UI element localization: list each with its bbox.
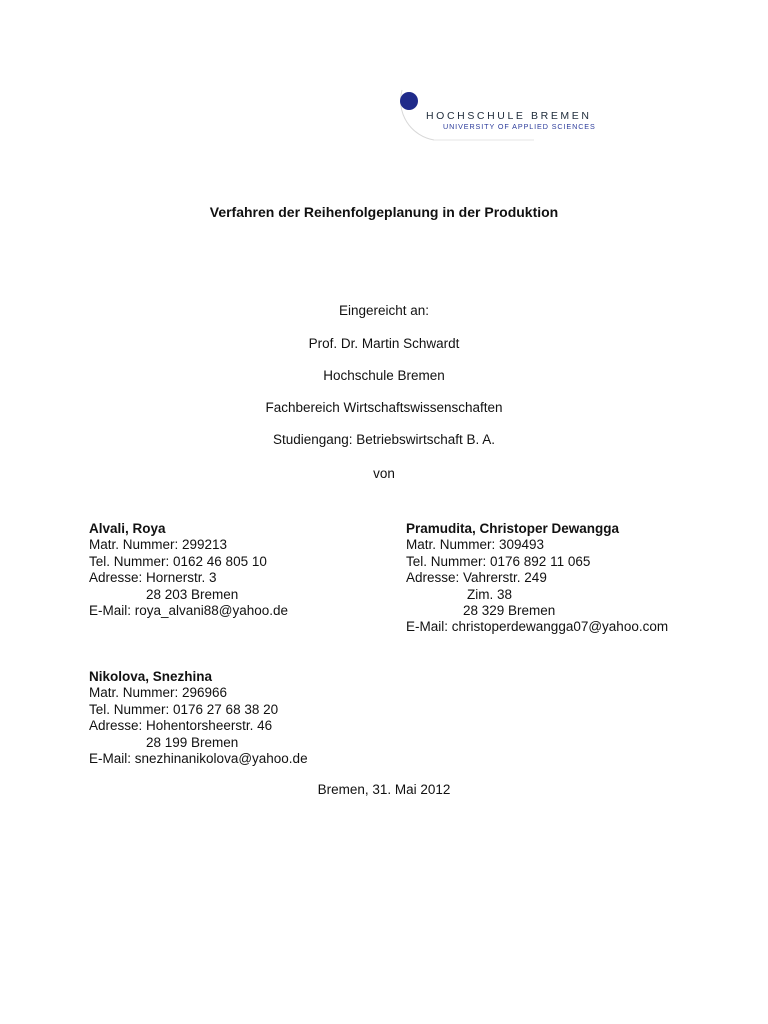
document-title: Verfahren der Reihenfolgeplanung in der Produktion — [209, 204, 559, 220]
author-email: E-Mail: roya_alvani88@yahoo.de — [89, 603, 289, 619]
author-city: 28 329 Bremen — [463, 603, 556, 619]
university-name: Hochschule Bremen — [323, 368, 445, 383]
author-block-1 — [89, 521, 288, 619]
author-tel: Tel. Nummer: 0162 46 805 10 — [89, 553, 267, 569]
author-name: Alvali, Roya — [89, 521, 166, 536]
author-matr: Matr. Nummer: 309493 — [406, 537, 545, 553]
author-name: Pramudita, Christoper Dewangga — [406, 521, 620, 536]
author-block-3 — [89, 669, 308, 767]
author-name: Nikolova, Snezhina — [89, 669, 213, 684]
university-logo — [394, 84, 626, 144]
logo-subtitle: UNIVERSITY OF APPLIED SCIENCES — [443, 122, 596, 131]
document-date: Bremen, 31. Mai 2012 — [317, 782, 451, 797]
author-city: 28 199 Bremen — [146, 734, 239, 750]
submitted-to-label: Eingereicht an: — [338, 303, 430, 318]
author-tel: Tel. Nummer: 0176 27 68 38 20 — [89, 701, 279, 717]
program-name: Studiengang: Betriebswirtschaft B. A. — [272, 432, 496, 447]
author-address: Adresse: Hornerstr. 3 — [89, 570, 217, 586]
author-address: Adresse: Vahrerstr. 249 — [406, 570, 547, 586]
author-matr: Matr. Nummer: 299213 — [89, 537, 228, 553]
author-city: 28 203 Bremen — [146, 586, 239, 602]
author-email: E-Mail: christoperdewangga07@yahoo.com — [406, 619, 669, 635]
author-address: Adresse: Hohentorsheerstr. 46 — [89, 718, 273, 734]
author-tel: Tel. Nummer: 0176 892 11 065 — [406, 553, 591, 569]
author-room: Zim. 38 — [467, 586, 513, 602]
author-email: E-Mail: snezhinanikolova@yahoo.de — [89, 751, 308, 767]
author-block-2 — [406, 521, 668, 636]
logo-name: HOCHSCHULE BREMEN — [426, 110, 592, 122]
department-name: Fachbereich Wirtschaftswissenschaften — [265, 400, 503, 415]
author-matr: Matr. Nummer: 296966 — [89, 685, 228, 701]
by-label: von — [373, 466, 395, 481]
professor-name: Prof. Dr. Martin Schwardt — [308, 336, 460, 351]
